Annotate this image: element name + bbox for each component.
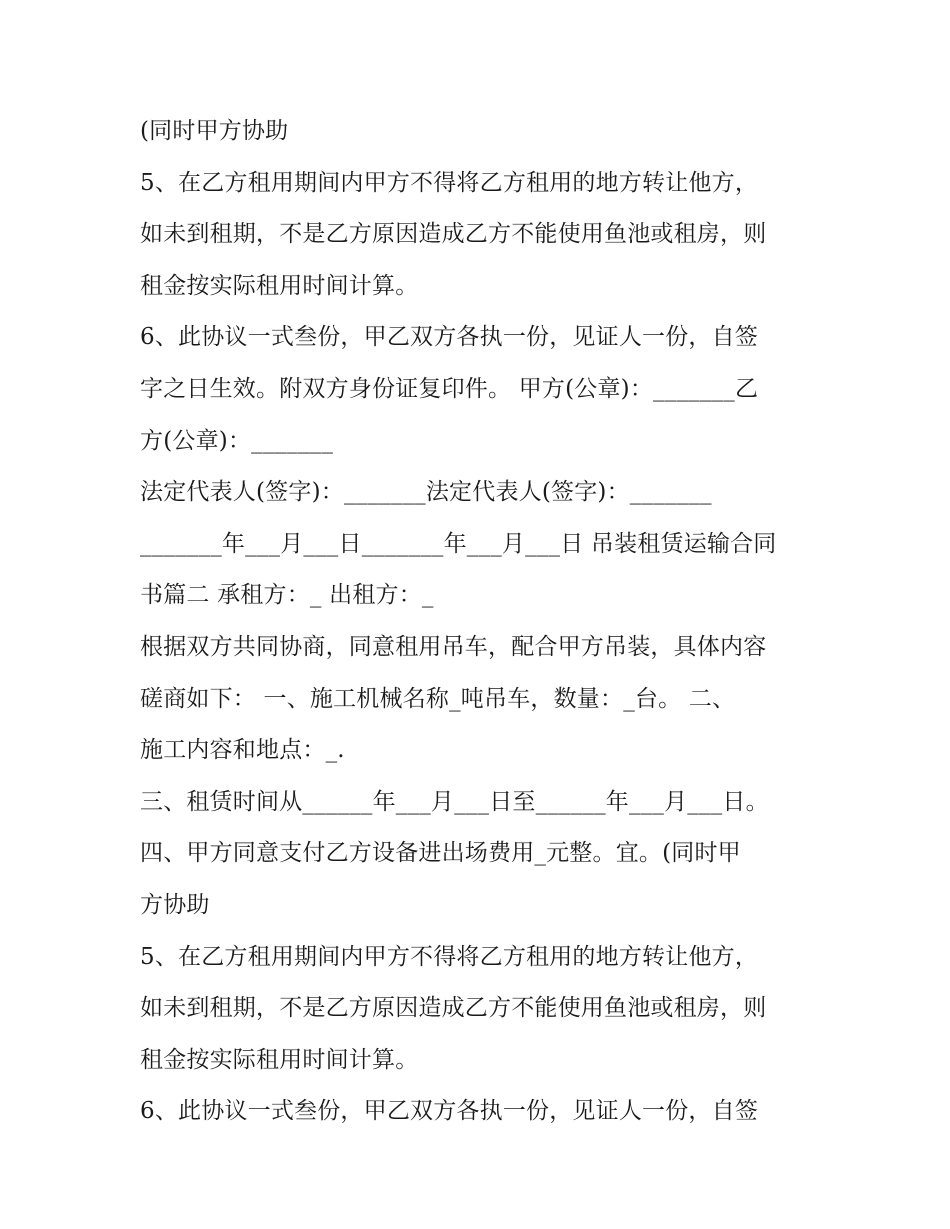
text-line-8: 法定代表人(签字)：_______法定代表人(签字)：_______ xyxy=(140,479,712,506)
text-line-20: 6、此协议一式叁份，甲乙双方各执一份，见证人一份，自签 xyxy=(140,1098,759,1125)
text-line-17: 5、在乙方租用期间内甲方不得将乙方租用的地方转让他方， xyxy=(140,943,759,970)
text-line-15: 四、甲方同意支付乙方设备进出场费用_元整。宜。(同时甲 xyxy=(140,840,741,867)
text-line-11: 根据双方共同协商，同意租用吊车，配合甲方吊装，具体内容 xyxy=(140,633,767,660)
text-line-9: _______年___月___日_______年___月___日 吊装租赁运输合同 xyxy=(140,530,777,557)
text-line-4: 租金按实际租用时间计算。 xyxy=(140,272,419,299)
text-line-19: 租金按实际租用时间计算。 xyxy=(140,1046,419,1073)
text-line-14: 三、租赁时间从______年___月___日至______年___月___日。 xyxy=(140,788,769,815)
text-line-3: 如未到租期，不是乙方原因造成乙方不能使用鱼池或租房，则 xyxy=(140,221,767,248)
text-line-18: 如未到租期，不是乙方原因造成乙方不能使用鱼池或租房，则 xyxy=(140,995,767,1022)
text-line-16: 方协助 xyxy=(140,891,210,918)
text-line-7: 方(公章)：_______ xyxy=(140,427,334,454)
text-line-13: 施工内容和地点：_. xyxy=(140,737,345,764)
text-line-12: 磋商如下： 一、施工机械名称_吨吊车，数量：_台。 二、 xyxy=(140,685,736,712)
document-body xyxy=(140,106,820,1138)
text-line-10: 书篇二 承租方：_ 出租方：_ xyxy=(140,582,434,609)
text-line-2: 5、在乙方租用期间内甲方不得将乙方租用的地方转让他方， xyxy=(140,169,759,196)
text-line-5: 6、此协议一式叁份，甲乙双方各执一份，见证人一份，自签 xyxy=(140,324,759,351)
text-line-6: 字之日生效。附双方身份证复印件。 甲方(公章)：_______乙 xyxy=(140,375,759,402)
text-line-1: (同时甲方协助 xyxy=(140,118,289,144)
